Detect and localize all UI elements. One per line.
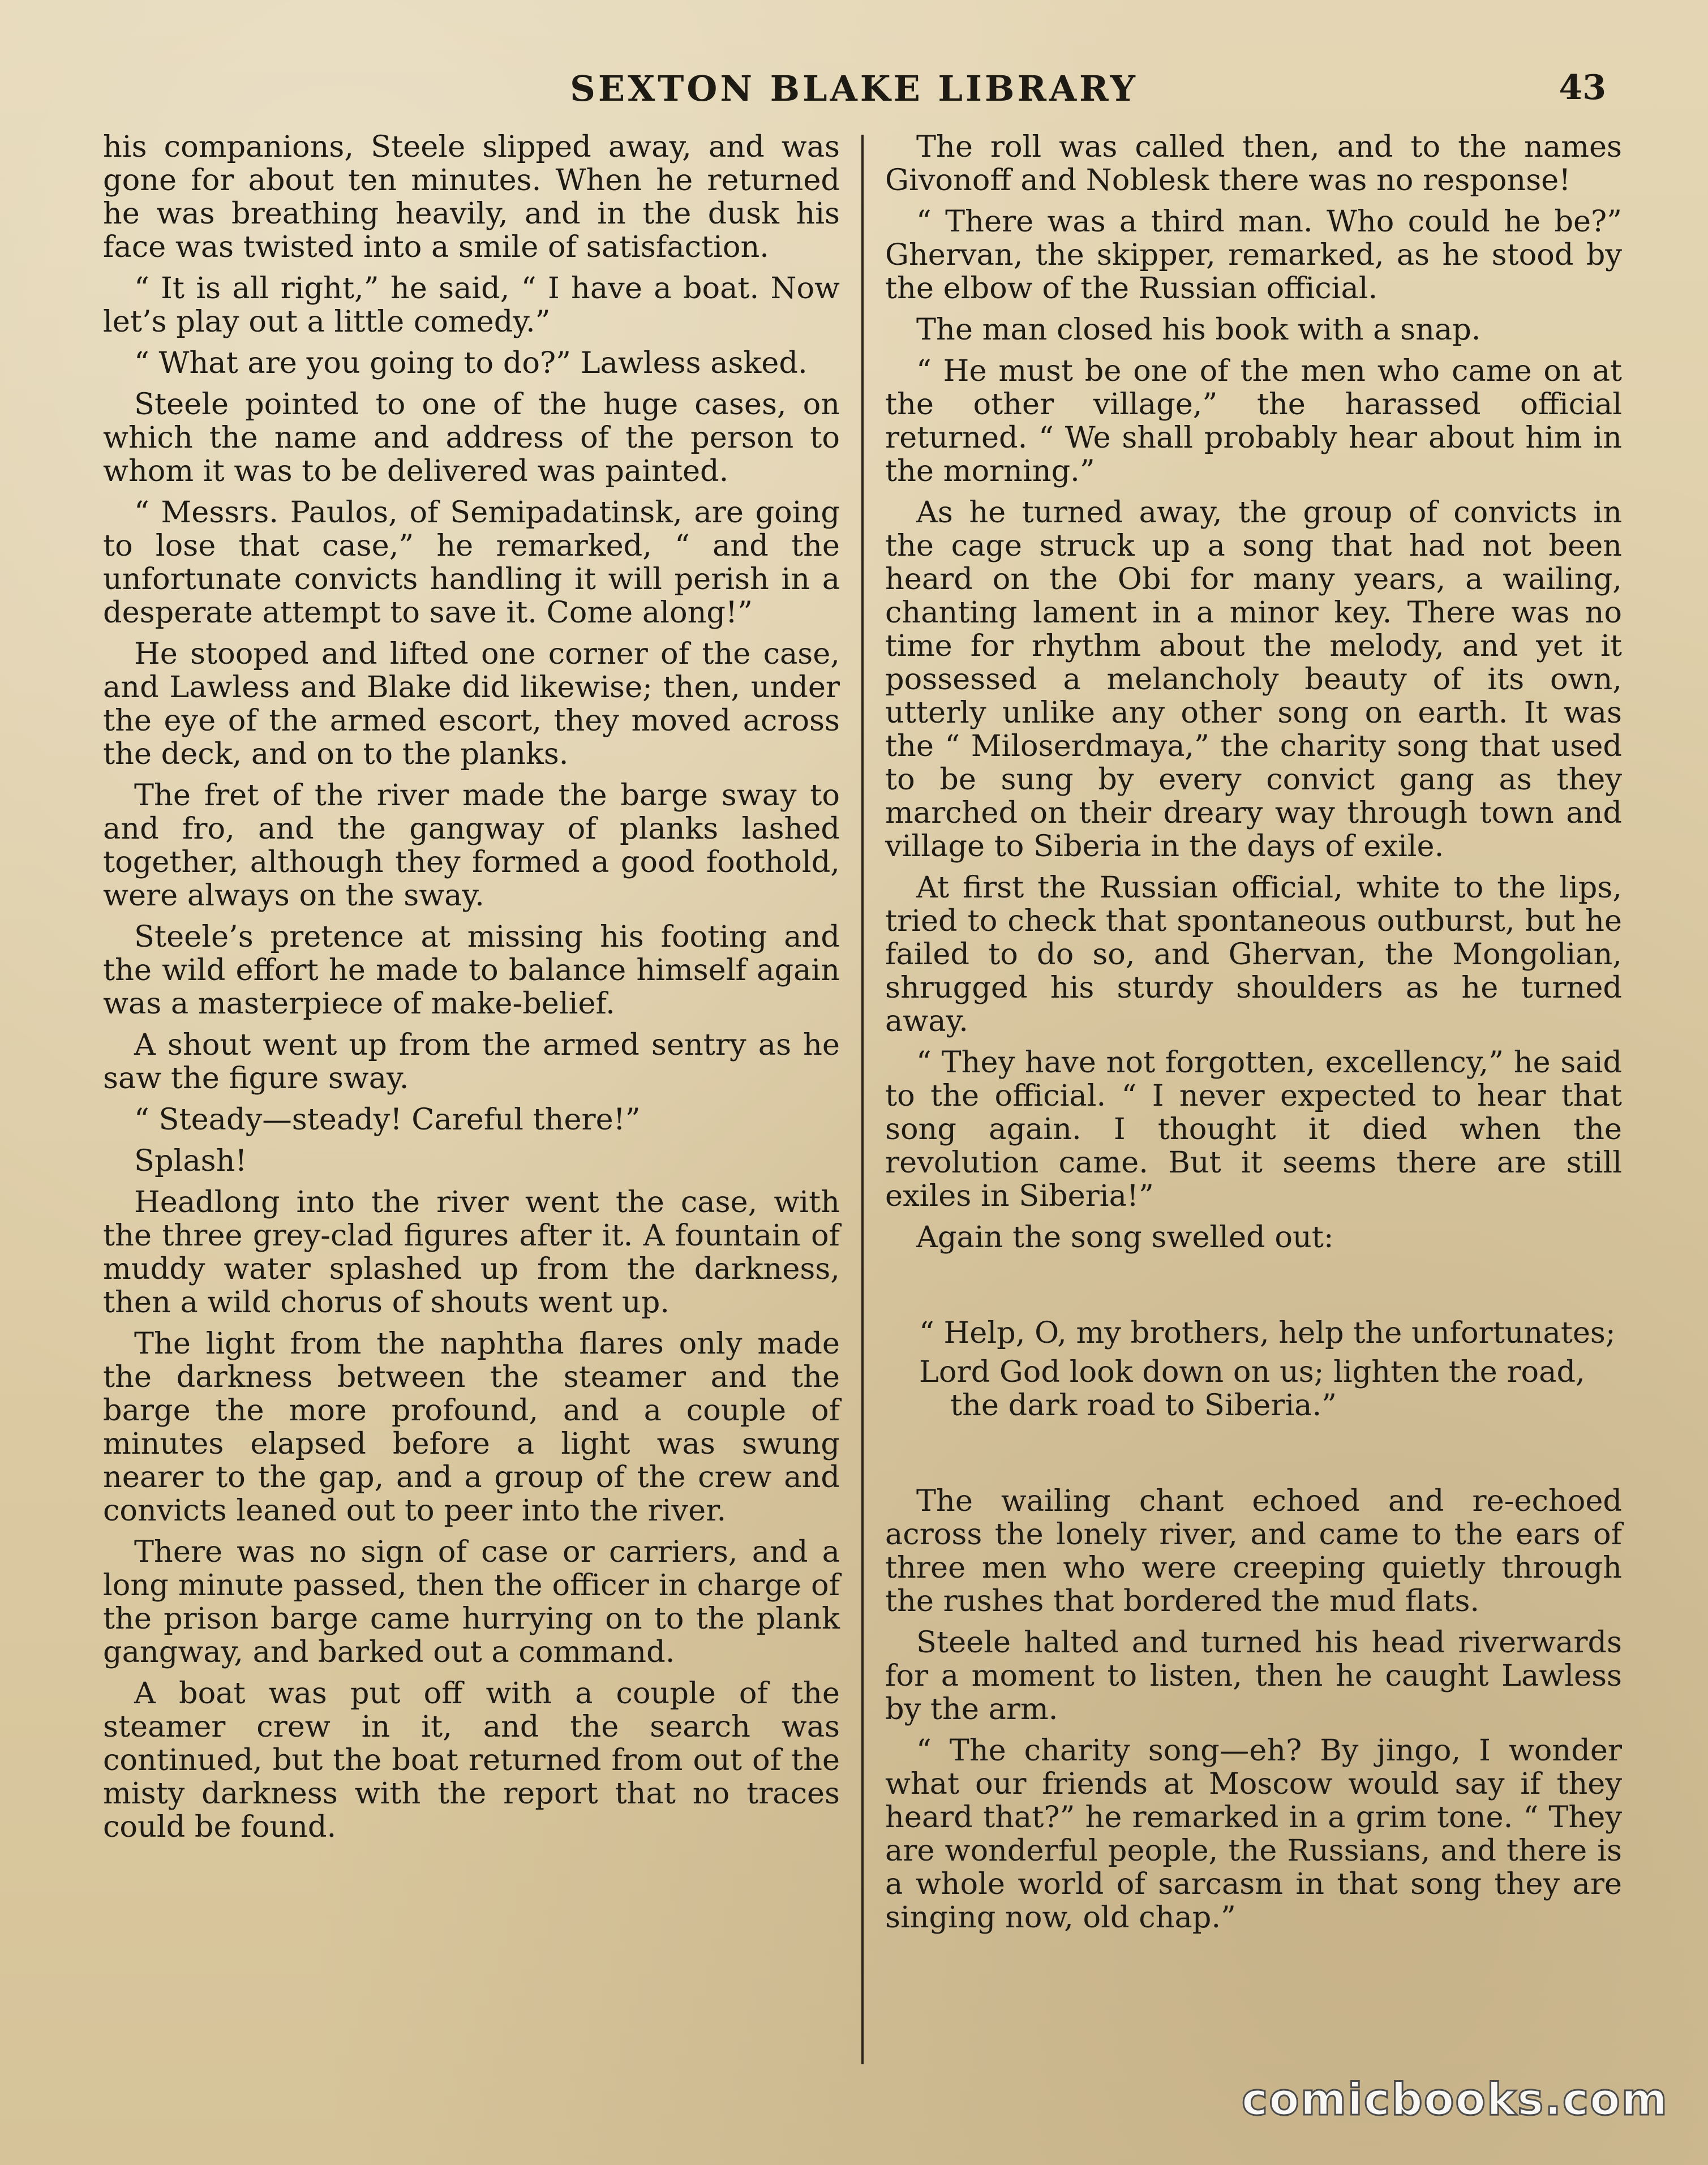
paragraph: At first the Russian official, white to the lips, tried to check that spontaneous outburst, but he failed to do so, and Ghervan, the Mongolian, shrugged his sturdy shoulders as he turned away. — [885, 870, 1622, 1038]
paragraph: “ The charity song—eh? By jingo, I wonder what our friends at Moscow would say if they heard that?” he remarked in a grim tone. “ They are wonderful people, the Russians, and there is a whole world of sarcasm in that song they are singing now, old chap.” — [885, 1733, 1622, 1935]
paragraph: There was no sign of case or carriers, and a long minute passed, then the officer in charge of the prison barge came hurrying on to the plank gangway, and barked out a command. — [103, 1535, 840, 1669]
paragraph: “ There was a third man. Who could he be?” Ghervan, the skipper, remarked, as he stood by the elbow of the Russian official. — [885, 204, 1622, 306]
page-number: 43 — [1559, 68, 1606, 108]
text-columns — [103, 130, 1623, 2088]
paragraph: The roll was called then, and to the names Givonoff and Noblesk there was no response! — [885, 130, 1622, 197]
paragraph: The fret of the river made the barge sway to and fro, and the gangway of planks lashed together, although they formed a good foothold, were always on the sway. — [103, 778, 840, 913]
paragraph: He stooped and lifted one corner of the case, and Lawless and Blake did likewise; then, under the eye of the armed escort, they moved across the deck, and on to the planks. — [103, 637, 840, 771]
paragraph: “ Steady—steady! Careful there!” — [134, 1102, 641, 1137]
paragraph: Again the song swelled out: — [916, 1220, 1334, 1255]
right-column — [864, 130, 1622, 2088]
paragraph: A shout went up from the armed sentry as he saw the figure sway. — [103, 1028, 840, 1096]
paragraph: “ It is all right,” he said, “ I have a boat. Now let’s play out a little comedy.” — [103, 271, 840, 339]
paragraph: Steele’s pretence at missing his footing and the wild effort he made to balance himself again was a masterpiece of make-belief. — [103, 920, 840, 1021]
left-column — [103, 130, 861, 2088]
running-title: SEXTON BLAKE LIBRARY — [570, 68, 1138, 109]
verse-line: Lord God look down on us; lighten the road, the dark road to Siberia.” — [919, 1355, 1585, 1423]
paragraph: his companions, Steele slipped away, and was gone for about ten minutes. When he returned he was breathing heavily, and in the dusk his face was twisted into a smile of satisfaction. — [103, 130, 840, 264]
paragraph: Steele halted and turned his head riverwards for a moment to listen, then he caught Lawless by the arm. — [885, 1625, 1622, 1726]
site-watermark: comicbooks.com — [1241, 2074, 1668, 2125]
song-verse — [919, 1316, 1622, 1422]
verse-line: “ Help, O, my brothers, help the unfortunates; — [919, 1316, 1616, 1350]
page-header — [102, 68, 1606, 119]
paragraph: Headlong into the river went the case, with the three grey-clad figures after it. A fountain of muddy water splashed up from the darkness, then a wild chorus of shouts went up. — [103, 1185, 840, 1320]
paragraph: “ He must be one of the men who came on at the other village,” the harassed official returned. “ We shall probably hear about him in the morning.” — [885, 354, 1622, 488]
paragraph: Splash! — [134, 1144, 247, 1178]
paragraph: A boat was put off with a couple of the steamer crew in it, and the search was continued, but the boat returned from out of the misty darkness with the report that no traces could be found. — [103, 1676, 840, 1844]
paragraph: “ Messrs. Paulos, of Semipadatinsk, are going to lose that case,” he remarked, “ and the unfortunate convicts handling it will perish in a desperate attempt to save it. Come along!” — [103, 495, 840, 630]
paragraph: Steele pointed to one of the huge cases, on which the name and address of the person to whom it was to be delivered was painted. — [103, 387, 840, 488]
paragraph: The man closed his book with a snap. — [916, 312, 1481, 347]
paragraph: The wailing chant echoed and re-echoed across the lonely river, and came to the ears of three men who were creeping quietly through the rushes that bordered the mud flats. — [885, 1484, 1622, 1618]
paragraph: “ What are you going to do?” Lawless asked. — [134, 346, 808, 380]
paragraph: “ They have not forgotten, excellency,” he said to the official. “ I never expected to hear that song again. I thought it died when the revolution came. But it seems there are still exiles in Siberia!” — [885, 1045, 1622, 1213]
paragraph: The light from the naphtha flares only made the darkness between the steamer and the barge the more profound, and a couple of minutes elapsed before a light was swung nearer to the gap, and a group of the crew and convicts leaned out to peer into the river. — [103, 1326, 840, 1528]
paragraph: As he turned away, the group of convicts in the cage struck up a song that had not been heard on the Obi for many years, a wailing, chanting lament in a minor key. There was no time for rhythm about the melody, and yet it possessed a melancholy beauty of its own, utterly unlike any other song on earth. It was the “ Miloserdmaya,” the charity song that used to be sung by every convict gang as they marched on their dreary way through town and village to Siberia in the days of exile. — [885, 495, 1622, 864]
